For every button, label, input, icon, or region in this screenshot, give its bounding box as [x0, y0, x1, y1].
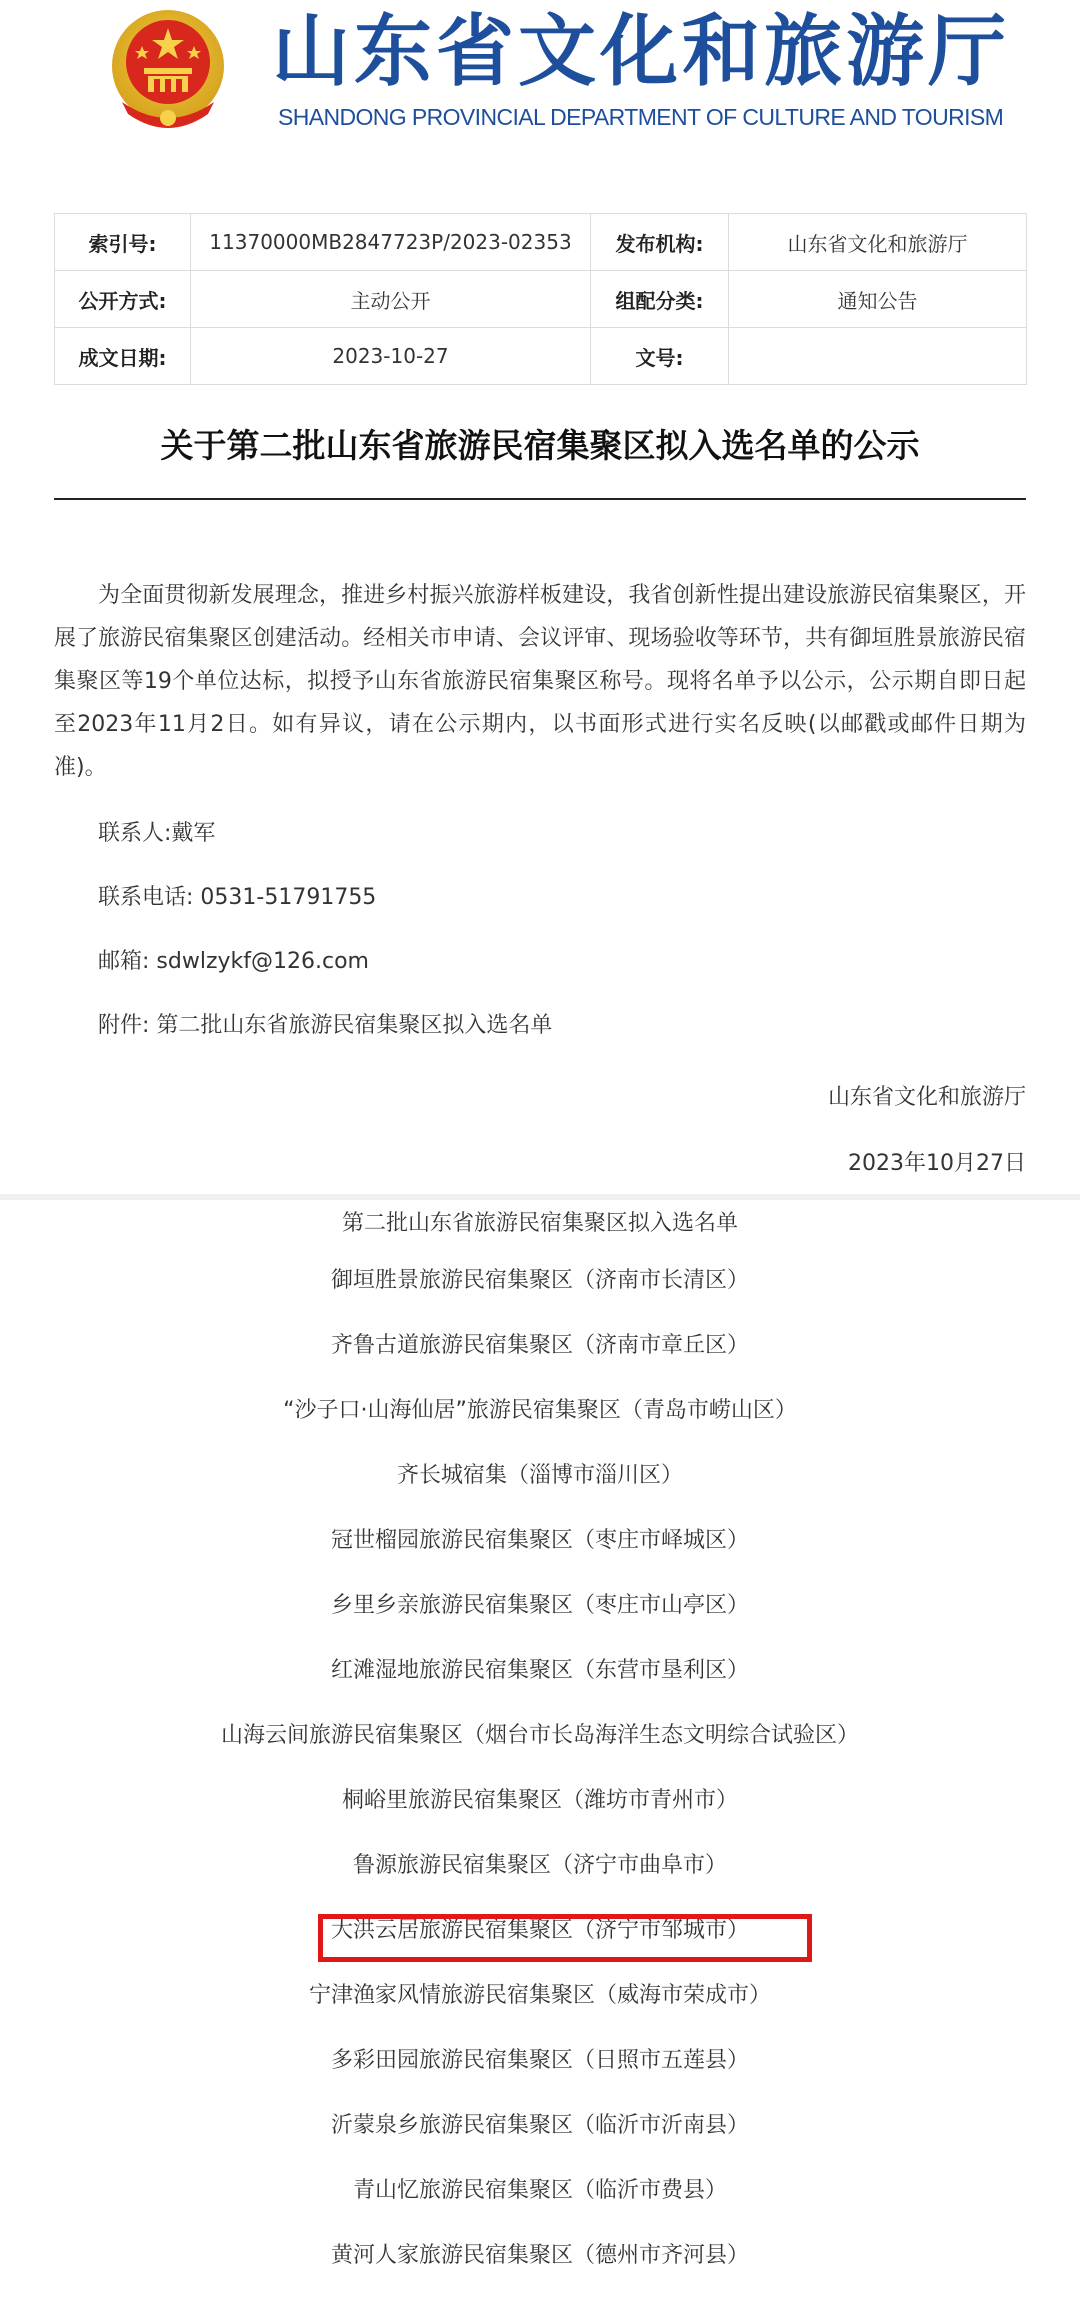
candidate-list [0, 1200, 1080, 2288]
category-value: 通知公告 [729, 271, 1027, 328]
list-heading: 第二批山东省旅游民宿集聚区拟入选名单 [341, 1211, 738, 1236]
list-item: 鲁源旅游民宿集聚区（济宁市曲阜市） [352, 1853, 727, 1878]
site-subtitle: SHANDONG PROVINCIAL DEPARTMENT OF CULTURE AND TOURISM [278, 104, 1004, 130]
list-item: “沙子口·山海仙居”旅游民宿集聚区（青岛市崂山区） [283, 1398, 797, 1423]
list-item: 齐鲁古道旅游民宿集聚区（济南市章丘区） [330, 1333, 749, 1358]
document-meta-table [54, 213, 1027, 385]
date-label: 成文日期: [55, 328, 191, 385]
disclosure-label: 公开方式: [55, 271, 191, 328]
meta-row [55, 214, 1027, 271]
contact-phone: 联系电话: 0531-51791755 [98, 885, 377, 910]
site-header [0, 0, 1080, 150]
publisher-label: 发布机构: [591, 214, 729, 271]
index-value: 11370000MB2847723P/2023-02353 [191, 214, 591, 271]
category-label: 组配分类: [591, 271, 729, 328]
list-item: 齐长城宿集（淄博市淄川区） [396, 1463, 683, 1488]
docno-value [729, 328, 1027, 385]
list-item: 青山忆旅游民宿集聚区（临沂市费县） [352, 2178, 727, 2203]
meta-row [55, 271, 1027, 328]
publisher-value: 山东省文化和旅游厅 [729, 214, 1027, 271]
docno-label: 文号: [591, 328, 729, 385]
body-paragraph: 为全面贯彻新发展理念，推进乡村振兴旅游样板建设，我省创新性提出建设旅游民宿集聚区，开展了旅游民宿集聚区创建活动。经相关市申请、会议评审、现场验收等环节，共有御垣胜景旅游民宿集聚区等19个单位达标，拟授予山东省旅游民宿集聚区称号。现将名单予以公示，公示期自即日起至2023年11月2日。如有异议，请在公示期内，以书面形式进行实名反映(以邮戳或邮件日期为准)。 [54, 583, 1026, 780]
contact-email: 邮箱: sdwlzykf@126.com [98, 949, 369, 974]
list-item: 冠世榴园旅游民宿集聚区（枣庄市峄城区） [330, 1528, 749, 1553]
attachment-note: 附件: 第二批山东省旅游民宿集聚区拟入选名单 [98, 1013, 553, 1038]
list-item: 乡里乡亲旅游民宿集聚区（枣庄市山亭区） [330, 1593, 749, 1618]
disclosure-value: 主动公开 [191, 271, 591, 328]
list-item-highlighted: 大洪云居旅游民宿集聚区（济宁市邹城市） [330, 1918, 749, 1943]
document-title: 关于第二批山东省旅游民宿集聚区拟入选名单的公示 [160, 426, 920, 465]
list-item: 黄河人家旅游民宿集聚区（德州市齐河县） [330, 2243, 749, 2268]
title-divider [54, 498, 1026, 500]
sign-date: 2023年10月27日 [848, 1151, 1026, 1176]
list-item: 沂蒙泉乡旅游民宿集聚区（临沂市沂南县） [330, 2113, 749, 2138]
national-emblem-icon [104, 6, 232, 136]
list-item: 桐峪里旅游民宿集聚区（潍坊市青州市） [341, 1788, 738, 1813]
list-item: 红滩湿地旅游民宿集聚区（东营市垦利区） [330, 1658, 749, 1683]
index-label: 索引号: [55, 214, 191, 271]
contact-person: 联系人:戴军 [98, 821, 216, 846]
list-item: 御垣胜景旅游民宿集聚区（济南市长清区） [330, 1268, 749, 1293]
site-title: 山东省文化和旅游厅 [272, 7, 1011, 97]
list-item: 宁津渔家风情旅游民宿集聚区（威海市荣成市） [308, 1983, 771, 2008]
list-item: 山海云间旅游民宿集聚区（烟台市长岛海洋生态文明综合试验区） [220, 1723, 859, 1748]
list-item: 多彩田园旅游民宿集聚区（日照市五莲县） [330, 2048, 749, 2073]
meta-row [55, 328, 1027, 385]
highlight-box [318, 1914, 812, 1962]
signature: 山东省文化和旅游厅 [827, 1085, 1026, 1110]
date-value: 2023-10-27 [191, 328, 591, 385]
